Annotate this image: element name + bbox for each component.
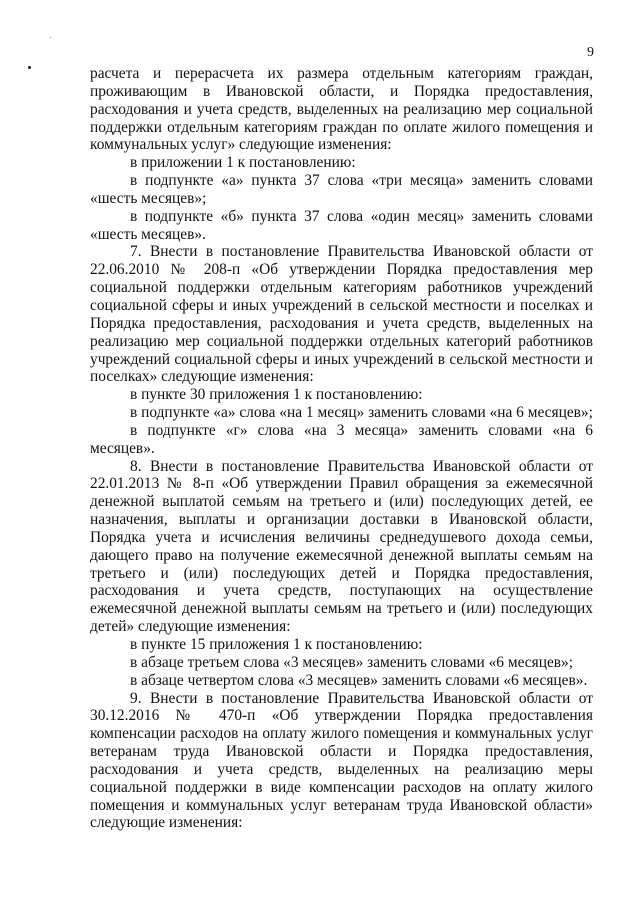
paragraph: 9. Внести в постановление Правительства Ивановской области от 30.12.2016 № 470-п «Об утверждении Порядка предоставления компенсации расходов на оплату жилого помещения и коммунальных услуг ветеранам труда Ивановской области и Порядка предоставления, расходования и учета средств, выделенных на реализацию меры социальной поддержки в виде компенсации расходов на оплату жилого помещения и коммунальных услуг ветеранам труда Ивановской области» следующие изменения: xyxy=(90,689,593,832)
scan-speck xyxy=(50,37,51,38)
paragraph: в подпункте «а» пункта 37 слова «три месяца» заменить словами «шесть месяцев»; xyxy=(90,172,593,207)
paragraph: в пункте 15 приложения 1 к постановлению: xyxy=(130,636,423,653)
scan-mark xyxy=(28,66,31,69)
paragraph: 8. Внести в постановление Правительства Ивановской области от 22.01.2013 № 8-п «Об утверждении Правил обращения за ежемесячной денежной выплатой семьям на третьего и (или) последующих детей, ее назначения, выплаты и организации доставки в Ивановской области, Порядка учета и исчисления величины среднедушевого дохода семьи, дающего право на получение ежемесячной денежной выплаты семьям на третьего и (или) последующих детей и Порядка предоставления, расходования и учета средств, поступающих на осуществление ежемесячной денежной выплаты семьям на третьего и (или) последующих детей» следующие изменения: xyxy=(90,457,593,636)
page-number: 9 xyxy=(587,45,594,60)
paragraph: 7. Внести в постановление Правительства Ивановской области от 22.06.2010 № 208-п «Об утверждении Порядка предоставления мер социальной поддержки отдельным категориям работников учреждений социальной сферы и иных учреждений в сельской местности и поселках и Порядка предоставления, расходования и учета средств, выделенных на реализацию мер социальной поддержки отдельных категорий работников учреждений социальной сферы и иных учреждений в сельской местности и поселках» следующие изменения: xyxy=(90,243,593,386)
paragraph: в приложении 1 к постановлению: xyxy=(130,154,356,172)
paragraph: в пункте 30 приложения 1 к постановлению: xyxy=(130,386,423,404)
paragraph: в абзаце третьем слова «3 месяцев» заменить словами «6 месяцев»; xyxy=(130,653,574,671)
paragraph: в подпункте «а» слова «на 1 месяц» заменить словами «на 6 месяцев»; xyxy=(130,404,593,422)
document-body xyxy=(90,65,593,832)
paragraph: расчета и перерасчета их размера отдельным категориям граждан, проживающим в Ивановской области, и Порядка предоставления, расходования и учета средств, выделенных на реализацию мер социальной поддержки отдельным категориям граждан по оплате жилого помещения и коммунальных услуг» следующие изменения: xyxy=(90,65,593,154)
paragraph: в абзаце четвертом слова «3 месяцев» заменить словами «6 месяцев». xyxy=(130,671,588,689)
paragraph: в подпункте «г» слова «на 3 месяца» заменить словами «на 6 месяцев». xyxy=(90,421,593,457)
paragraph: в подпункте «б» пункта 37 слова «один месяц» заменить словами «шесть месяцев». xyxy=(90,207,593,243)
